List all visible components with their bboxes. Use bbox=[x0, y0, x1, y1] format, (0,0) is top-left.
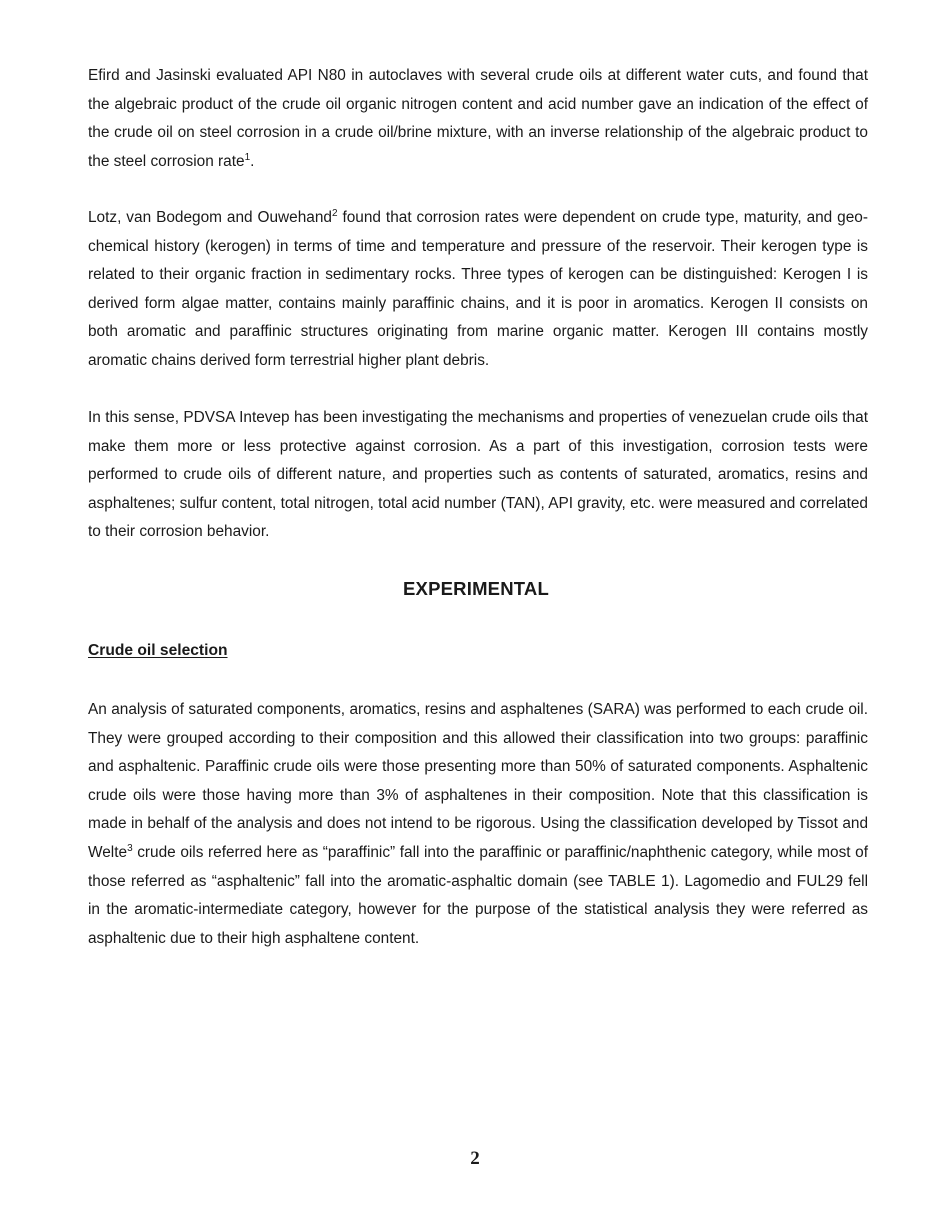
paragraph-lead: An analysis of saturated components, aromatics, resins and asphaltenes (SARA) was performed to each crude oil. They were grouped according to their composition and this allowed their classification into two groups: paraffinic and asphaltenic. Paraffinic crude oils were those presenting more than 50% of saturated components. Asphaltenic crude oils were those having more than 3% of asphaltenes in their composition. Note that this classification is made in behalf of the analysis and does not intend to be rigorous. Using the classification developed by Tissot and Welte bbox=[88, 701, 868, 861]
paragraph-text: crude oils referred here as “paraffinic” fall into the paraffinic or paraffinic/naphthenic category, while most of those referred as “asphaltenic” fall into the aromatic-asphaltic domain (see TABLE 1). Lagomedio and FUL29 fell in the aromatic-intermediate category, however for the purpose of the statistical analysis they were referred as asphaltenic due to their high asphaltene content. bbox=[88, 843, 868, 947]
paragraph-tail: . bbox=[250, 152, 255, 170]
paragraph-text: Efird and Jasinski evaluated API N80 in autoclaves with several crude oils at different water cuts, and found that the algebraic product of the crude oil organic nitrogen content and acid number gave an indication of the effect of the crude oil on steel corrosion in a crude oil/brine mixture, with an inverse relationship of the algebraic product to the steel corrosion rate bbox=[88, 67, 868, 170]
paragraph-efird-jasinski bbox=[88, 62, 868, 176]
paragraph-lotz-kerogen bbox=[88, 204, 868, 376]
reference-superscript: 2 bbox=[331, 207, 338, 219]
paragraph-lead: Lotz, van Bodegom and Ouwehand bbox=[88, 209, 332, 226]
reference-superscript: 3 bbox=[127, 842, 133, 854]
subsection-heading: Crude oil selection bbox=[88, 642, 228, 659]
paragraph-pdvsa-intevep bbox=[88, 404, 868, 547]
paragraph-text: In this sense, PDVSA Intevep has been investigating the mechanisms and properties of venezuelan crude oils that make them more or less protective against corrosion. As a part of this investigation, corrosion tests were performed to crude oils of different nature, and properties such as contents of saturated, aromatics, resins and asphaltenes; sulfur content, total nitrogen, total acid number (TAN), API gravity, etc. were measured and correlated to their corrosion behavior. bbox=[88, 409, 868, 541]
reference-superscript: 1 bbox=[244, 151, 251, 163]
paragraph-sara-analysis bbox=[88, 696, 868, 953]
paragraph-text: found that corrosion rates were dependent on crude type, maturity, and geo-chemical history (kerogen) in terms of time and temperature and pressure of the reservoir. Their kerogen type is related to their organic fraction in sedimentary rocks. Three types of kerogen can be distinguished: Kerogen I is derived form algae matter, contains mainly paraffinic chains, and it is poor in aromatics. Kerogen II consists on both aromatic and paraffinic structures originating from marine organic matter. Kerogen III contains mostly aromatic chains derived form terrestrial higher plant debris. bbox=[88, 209, 868, 369]
section-heading: EXPERIMENTAL bbox=[403, 578, 549, 599]
page-number: 2 bbox=[470, 1148, 480, 1169]
